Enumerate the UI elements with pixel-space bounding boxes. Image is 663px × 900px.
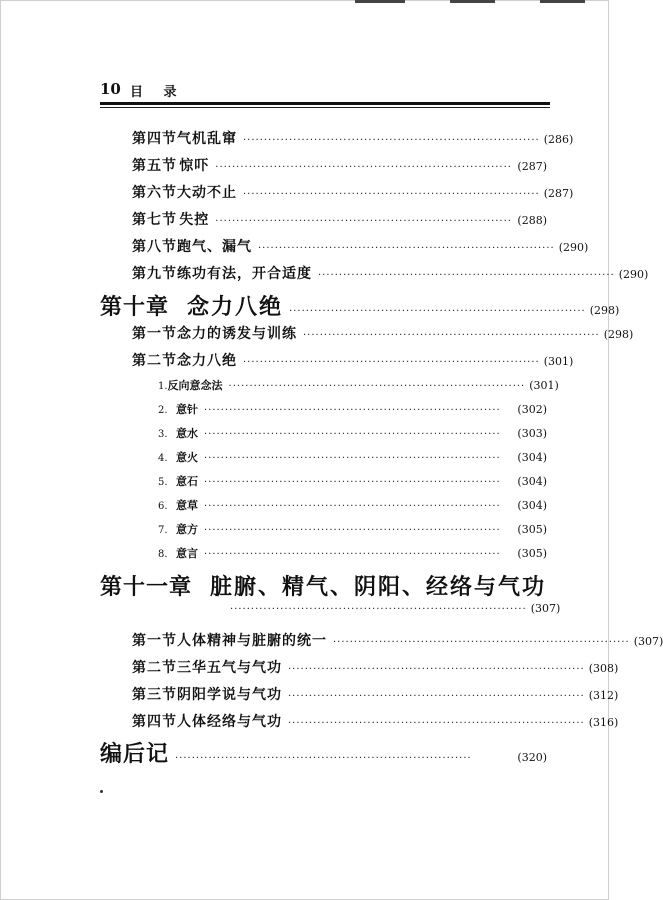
item-number: 8. xyxy=(158,549,168,560)
page-ref: (301) xyxy=(529,379,559,392)
leader-dots: ······································································· xyxy=(318,270,615,281)
item-number: 3. xyxy=(158,429,168,440)
leader-dots: ······································································· xyxy=(333,637,630,648)
page-header xyxy=(100,80,550,102)
page-ref: (305) xyxy=(517,547,547,560)
section-label: 第一节 xyxy=(132,633,177,649)
page-ref: (302) xyxy=(517,403,547,416)
section-label: 第九节 xyxy=(132,266,177,282)
toc-entry-section[interactable] xyxy=(132,236,589,256)
page-ref: (288) xyxy=(517,214,547,227)
scan-mark xyxy=(540,0,585,3)
section-label: 第三节 xyxy=(132,687,177,703)
leader-dots: ······································································· xyxy=(175,753,472,764)
page-ref: (298) xyxy=(603,328,634,341)
toc-entry-afterword[interactable] xyxy=(100,737,547,765)
leader-dots: ······································································· xyxy=(243,135,540,146)
page-ref: (320) xyxy=(517,751,547,764)
toc-entry-item[interactable] xyxy=(158,473,547,493)
page-ref: (308) xyxy=(588,662,619,675)
item-number: 7. xyxy=(158,525,168,536)
leader-dots: ······································································· xyxy=(204,477,501,488)
item-title: 意草 xyxy=(176,499,198,512)
section-title: 大动不止 xyxy=(177,185,237,201)
leader-dots: ······································································· xyxy=(258,243,555,254)
toc-entry-section[interactable] xyxy=(132,657,619,677)
page-ref: (312) xyxy=(588,689,619,702)
page-ref: (287) xyxy=(517,160,547,173)
page-ref: (290) xyxy=(558,241,589,254)
scan-mark xyxy=(355,0,405,3)
page-ref: (304) xyxy=(517,475,547,488)
item-number: 1. xyxy=(158,381,168,392)
toc-entry-section[interactable] xyxy=(132,209,547,229)
section-title: 跑气、漏气 xyxy=(177,239,252,255)
afterword-label: 编后记 xyxy=(100,742,170,767)
leader-dots: ······································································· xyxy=(243,189,540,200)
leader-dots: ······································································· xyxy=(243,357,540,368)
page-ref: (287) xyxy=(543,187,574,200)
page-ref: (304) xyxy=(517,499,547,512)
section-title: 惊吓 xyxy=(179,158,210,174)
page-ref: (290) xyxy=(618,268,649,281)
toc-entry-item[interactable] xyxy=(158,497,547,517)
toc-entry-section[interactable] xyxy=(132,350,574,370)
toc-entry-section[interactable] xyxy=(132,711,619,731)
leader-dots: ······································································· xyxy=(288,718,585,729)
leader-dots: ······································································· xyxy=(289,306,586,317)
leader-dots: ······································································· xyxy=(204,453,501,464)
header-rule-thin xyxy=(100,107,550,108)
section-title: 失控 xyxy=(179,212,210,228)
toc-entry-item[interactable] xyxy=(158,545,547,565)
section-title: 三华五气与气功 xyxy=(177,660,282,676)
toc-entry-section[interactable] xyxy=(132,182,574,202)
leader-dots: ······································································· xyxy=(230,604,527,615)
section-title: 气机乱窜 xyxy=(177,131,237,147)
leader-dots: ······································································· xyxy=(204,549,501,560)
section-label: 第八节 xyxy=(132,239,177,255)
toc-entry-section[interactable] xyxy=(132,684,619,704)
item-number: 5. xyxy=(158,477,168,488)
toc-entry-item[interactable] xyxy=(158,449,547,469)
leader-dots: ······································································· xyxy=(288,664,585,675)
chapter-label: 第十一章 xyxy=(100,575,193,600)
item-title: 意水 xyxy=(176,427,198,440)
page-ref: (301) xyxy=(543,355,574,368)
section-label: 第五节 xyxy=(132,158,177,174)
page-ref: (298) xyxy=(589,304,620,317)
leader-dots: ······································································· xyxy=(204,525,501,536)
section-title: 念力八绝 xyxy=(177,353,237,369)
toc-entry-item[interactable] xyxy=(158,377,559,397)
toc-entry-chapter-continuation xyxy=(230,602,561,622)
section-label: 第六节 xyxy=(132,185,177,201)
item-title: 意火 xyxy=(176,451,198,464)
chapter-title: 脏腑、精气、阴阳、经络与气功 xyxy=(210,575,547,600)
page-ref: (305) xyxy=(517,523,547,536)
header-rule xyxy=(100,102,550,105)
toc-entry-item[interactable] xyxy=(158,401,547,421)
section-title: 阴阳学说与气功 xyxy=(177,687,282,703)
speck xyxy=(100,790,103,793)
toc-entry-section[interactable] xyxy=(132,323,634,343)
leader-dots: ······································································· xyxy=(228,381,526,392)
scan-mark xyxy=(450,0,495,3)
chapter-title: 念力八绝 xyxy=(187,295,284,320)
toc-entry-item[interactable] xyxy=(158,521,547,541)
toc-entry-chapter[interactable] xyxy=(100,290,620,320)
item-number: 2. xyxy=(158,405,168,416)
section-label: 第二节 xyxy=(132,353,177,369)
toc-entry-section[interactable] xyxy=(132,630,663,650)
chapter-label: 第十章 xyxy=(100,295,170,320)
section-title: 练功有法，开合适度 xyxy=(177,266,312,282)
section-label: 第四节 xyxy=(132,131,177,147)
page-ref: (303) xyxy=(517,427,547,440)
item-title: 意言 xyxy=(176,547,198,560)
toc-entry-section[interactable] xyxy=(132,263,649,283)
item-number: 4. xyxy=(158,453,168,464)
toc-entry-section[interactable] xyxy=(132,155,547,175)
leader-dots: ······································································· xyxy=(204,405,501,416)
item-title: 意方 xyxy=(176,523,198,536)
page-ref: (304) xyxy=(517,451,547,464)
toc-entry-section[interactable] xyxy=(132,128,574,148)
page-ref: (307) xyxy=(530,602,561,615)
page-ref: (286) xyxy=(543,133,574,146)
header-title: 目 录 xyxy=(130,85,185,100)
toc-entry-item[interactable] xyxy=(158,425,547,445)
leader-dots: ······································································· xyxy=(215,216,512,227)
section-label: 第二节 xyxy=(132,660,177,676)
section-title: 念力的诱发与训练 xyxy=(177,326,297,342)
leader-dots: ······································································· xyxy=(215,162,512,173)
toc-entry-chapter[interactable] xyxy=(100,570,547,600)
section-label: 第七节 xyxy=(132,212,177,228)
section-title: 人体精神与脏腑的统一 xyxy=(177,633,327,649)
section-label: 第一节 xyxy=(132,326,177,342)
page-number: 10 xyxy=(100,80,121,98)
item-title: 意针 xyxy=(176,403,198,416)
section-label: 第四节 xyxy=(132,714,177,730)
item-number: 6. xyxy=(158,501,168,512)
leader-dots: ······································································· xyxy=(204,501,501,512)
item-title: 意石 xyxy=(176,475,198,488)
item-title: 反向意念法 xyxy=(167,379,223,392)
leader-dots: ······································································· xyxy=(303,330,600,341)
page-ref: (316) xyxy=(588,716,619,729)
section-title: 人体经络与气功 xyxy=(177,714,282,730)
page-ref: (307) xyxy=(633,635,663,648)
leader-dots: ······································································· xyxy=(288,691,585,702)
leader-dots: ······································································· xyxy=(204,429,501,440)
